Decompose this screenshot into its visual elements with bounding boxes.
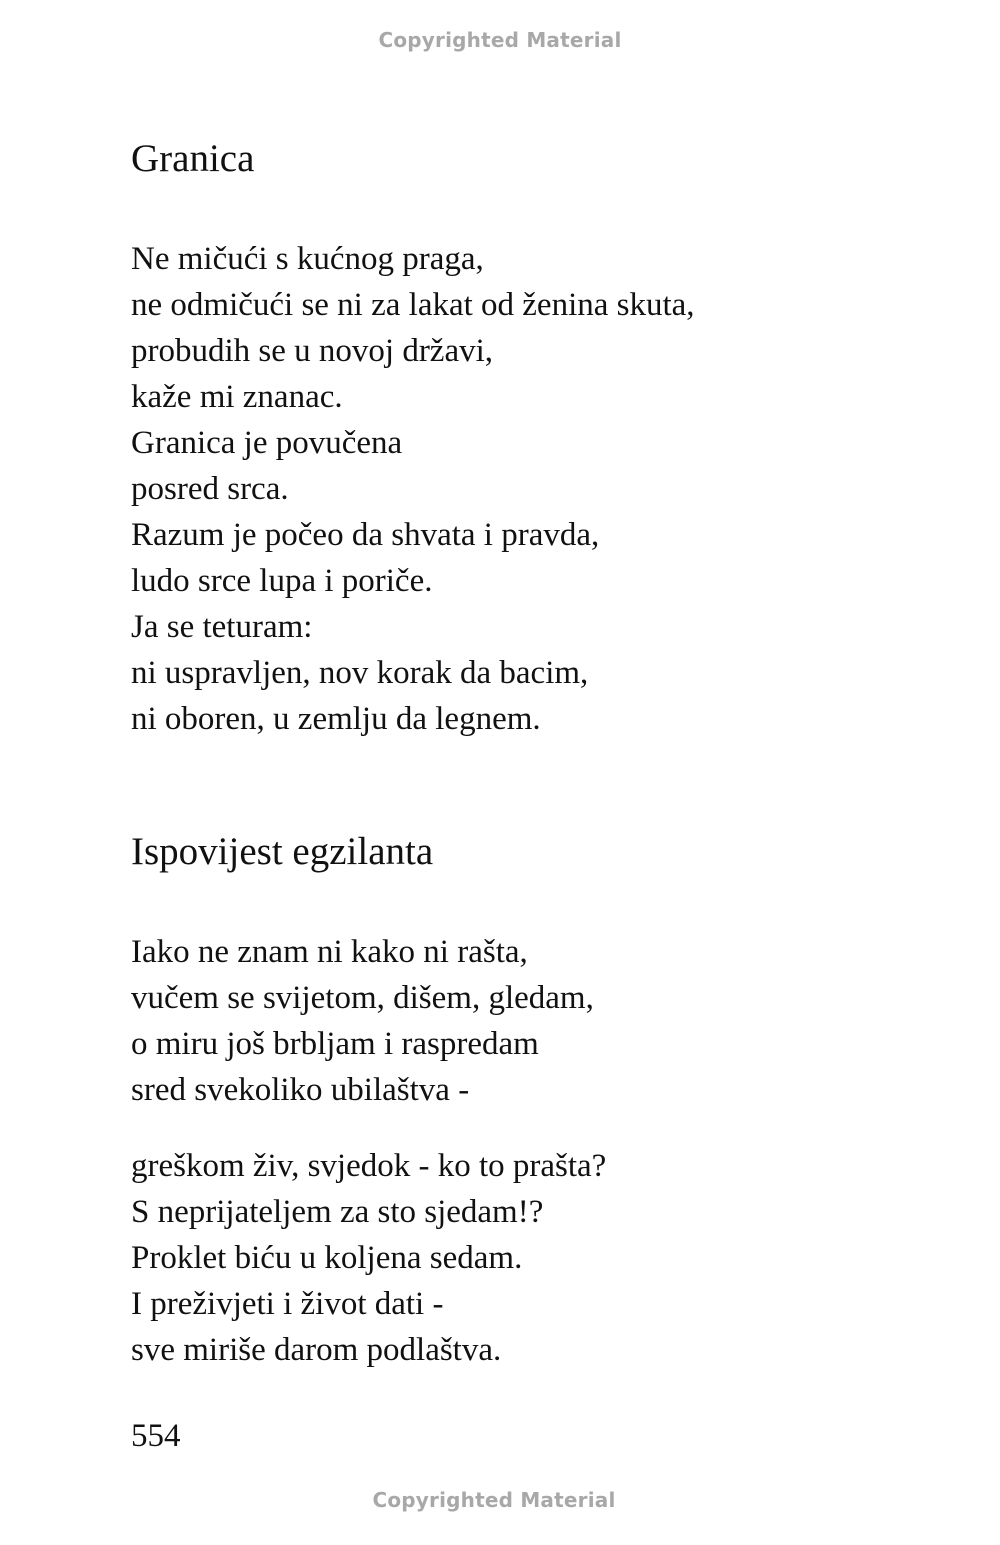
poem-line: Proklet biću u koljena sedam.: [131, 1240, 523, 1276]
poem-line: Ne mičući s kućnog praga,: [131, 241, 484, 277]
poem-line: ludo srce lupa i poriče.: [131, 563, 433, 599]
copyright-watermark-bottom: Copyrighted Material: [372, 1488, 616, 1512]
poem-line: sve miriše darom podlaštva.: [131, 1332, 502, 1368]
poem-line: o miru još brbljam i raspredam: [131, 1026, 539, 1062]
poem-line: ni oboren, u zemlju da legnem.: [131, 701, 541, 737]
poem-line: I preživjeti i život dati -: [131, 1286, 444, 1322]
poem-line: Granica je povučena: [131, 425, 403, 461]
poem-line: posred srca.: [131, 471, 289, 507]
copyright-watermark-top: Copyrighted Material: [378, 28, 622, 52]
poem-line: probudih se u novoj državi,: [131, 333, 494, 369]
poem-line: ni uspravljen, nov korak da bacim,: [131, 655, 589, 691]
poem-title-ispovijest-egzilanta: Ispovijest egzilanta: [131, 830, 434, 873]
poem-line: Ja se teturam:: [131, 609, 313, 645]
poem-line: Razum je počeo da shvata i pravda,: [131, 517, 600, 553]
poem-line: greškom živ, svjedok - ko to prašta?: [131, 1148, 607, 1184]
poem-line: vučem se svijetom, dišem, gledam,: [131, 980, 594, 1016]
poem-line: S neprijateljem za sto sjedam!?: [131, 1194, 544, 1230]
page-number: 554: [131, 1418, 181, 1454]
poem-ispovijest-stanza-1: [131, 929, 594, 1113]
poem-line: sred svekoliko ubilaštva -: [131, 1072, 470, 1108]
poem-ispovijest-stanza-2: [131, 1143, 606, 1373]
poem-title-granica: Granica: [131, 137, 255, 180]
poem-line: Iako ne znam ni kako ni rašta,: [131, 934, 528, 970]
poem-line: ne odmičući se ni za lakat od ženina skuta,: [131, 287, 695, 323]
poem-line: kaže mi znanac.: [131, 379, 343, 415]
poem-granica-stanza-1: [131, 236, 695, 742]
